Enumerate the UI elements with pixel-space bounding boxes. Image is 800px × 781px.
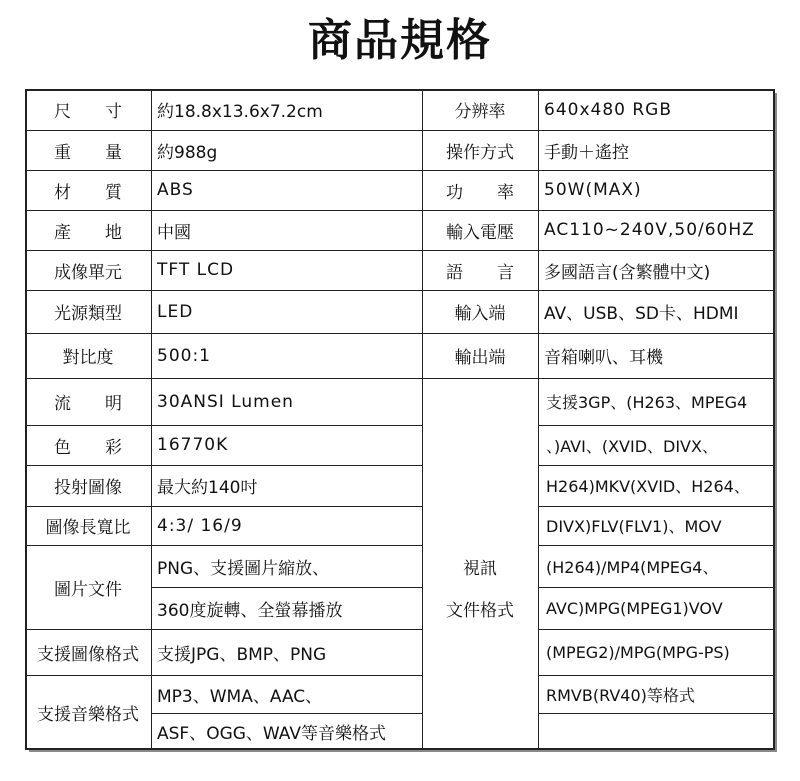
spec-value: 中國 — [157, 222, 191, 243]
spec-label: 輸入電壓 — [446, 222, 514, 243]
video-format-line: DIVX)FLV(FLV1)、MOV — [546, 517, 722, 536]
spec-value: 4:3/ 16/9 — [157, 515, 243, 536]
spec-label: 語 言 — [446, 262, 514, 283]
table-border — [25, 89, 775, 750]
video-format-line: 、)AVI、(XVID、DIVX、 — [546, 436, 718, 456]
spec-label: 對比度 — [62, 348, 114, 368]
spec-value: 30ANSI Lumen — [157, 391, 294, 412]
spec-label: 流 明 — [54, 394, 122, 414]
video-label: 文件格式 — [446, 600, 514, 621]
spec-value: 約988g — [157, 142, 218, 163]
spec-value: 50W(MAX) — [544, 180, 642, 200]
page-title: 商品規格 — [308, 15, 492, 66]
spec-value: ABS — [157, 180, 194, 200]
spec-value: MP3、WMA、AAC、 — [157, 686, 323, 707]
spec-value: 最大約140吋 — [157, 478, 258, 498]
spec-value: 500:1 — [157, 345, 211, 366]
spec-label: 功 率 — [446, 182, 514, 203]
spec-label: 支援音樂格式 — [37, 705, 139, 725]
video-format-line: RMVB(RV40)等格式 — [546, 685, 695, 705]
spec-value: ASF、OGG、WAV等音樂格式 — [157, 724, 386, 744]
spec-label: 圖片文件 — [54, 579, 122, 600]
spec-value: TFT LCD — [157, 260, 235, 280]
spec-label: 分辨率 — [454, 102, 506, 122]
spec-label: 重 量 — [54, 142, 122, 163]
spec-label: 色 彩 — [54, 437, 122, 458]
video-format-line: 支援3GP、(H263、MPEG4 — [546, 393, 748, 412]
spec-value: 約18.8x13.6x7.2cm — [157, 102, 323, 122]
spec-label: 尺 寸 — [54, 102, 122, 122]
spec-value: 支援JPG、BMP、PNG — [157, 644, 327, 665]
spec-label: 圖像長寬比 — [45, 518, 131, 538]
spec-label: 產 地 — [54, 222, 122, 243]
spec-value: AC110~240V,50/60HZ — [544, 220, 755, 240]
spec-value: 16770K — [157, 435, 229, 455]
video-format-line: AVC)MPG(MPEG1)VOV — [546, 598, 723, 618]
video-label: 視訊 — [463, 558, 497, 579]
spec-table — [25, 89, 775, 750]
spec-value: PNG、支援圖片縮放、 — [157, 558, 330, 579]
spec-label: 輸出端 — [454, 348, 506, 368]
spec-value: 多國語言(含繁體中文) — [544, 262, 711, 283]
spec-label: 材 質 — [54, 182, 122, 203]
spec-value: LED — [157, 301, 194, 322]
spec-label: 光源類型 — [54, 304, 122, 324]
spec-label: 投射圖像 — [54, 478, 122, 498]
spec-value: 360度旋轉、全螢幕播放 — [157, 600, 343, 621]
spec-label: 成像單元 — [54, 262, 122, 283]
spec-value: AV、USB、SD卡、HDMI — [544, 304, 739, 324]
video-format-line: H264)MKV(XVID、H264、 — [546, 477, 750, 496]
spec-value: 手動＋遙控 — [544, 142, 629, 163]
spec-label: 輸入端 — [454, 304, 506, 324]
spec-value: 音箱喇叭、耳機 — [544, 348, 663, 368]
video-format-line: (H264)/MP4(MPEG4、 — [546, 557, 719, 577]
video-format-line: (MPEG2)/MPG(MPG-PS) — [546, 642, 730, 662]
spec-value: 640x480 RGB — [544, 99, 673, 120]
spec-label: 操作方式 — [446, 142, 514, 163]
spec-label: 支援圖像格式 — [37, 644, 139, 665]
